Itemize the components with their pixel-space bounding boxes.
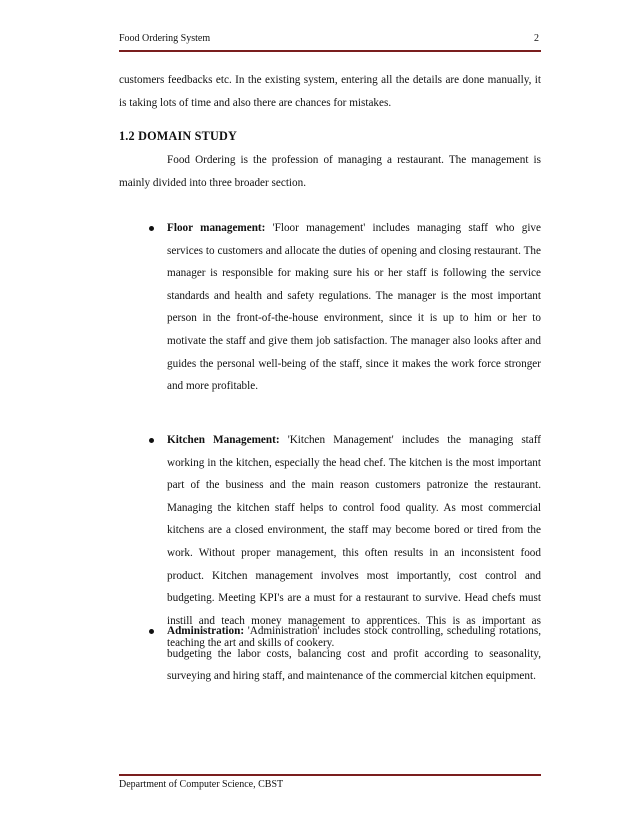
header-title: Food Ordering System	[119, 33, 211, 44]
bullet-item-administration	[167, 620, 541, 688]
section-intro-paragraph: Food Ordering is the profession of managing a restaurant. The management is mainly divided into three broader section.	[119, 154, 541, 189]
bullet-term: Administration:	[167, 625, 245, 637]
bullet-item-floor-management	[167, 217, 541, 398]
page-footer: Department of Computer Science, CBST	[119, 779, 284, 790]
page-number: 2	[534, 33, 539, 44]
intro-paragraph: customers feedbacks etc. In the existing system, entering all the details are done manually, it is taking lots of time and also there are chances for mistakes.	[119, 74, 541, 109]
page-header	[119, 33, 539, 44]
bullet-term: Floor management:	[167, 222, 266, 234]
bullet-dot-icon	[149, 629, 154, 634]
header-rule	[119, 50, 541, 52]
bullet-text: 'Administration' includes stock controlling, scheduling rotations, budgeting the labor costs, balancing cost and profit according to seasonality, surveying and hiring staff, and maintenance of the commercial kitchen equipment.	[167, 625, 541, 683]
footer-rule	[119, 774, 541, 776]
bullet-text: 'Kitchen Management' includes the managing staff working in the kitchen, especially the head chef. The kitchen is the most important part of the business and the main reason customers patronize the restaurant. Managing the kitchen staff helps to control food quality. As most commercial kitchens are a closed environment, the staff may become bored or tired from the work. Without proper management, this often results in an inconsistent food product. Kitchen management involves most importantly, cost control and budgeting. Meeting KPI's are a must for a restaurant to survive. Head chefs must instill and teach money management to apprentices. This is as important as teaching the art and skills of cookery.	[167, 434, 541, 650]
bullet-term: Kitchen Management:	[167, 434, 280, 446]
bullet-dot-icon	[149, 226, 154, 231]
bullet-dot-icon	[149, 438, 154, 443]
section-heading: 1.2 DOMAIN STUDY	[119, 129, 237, 143]
bullet-text: 'Floor management' includes managing staff who give services to customers and allocate the duties of opening and closing restaurant. The manager is responsible for making sure his or her staff is following the service standards and health and safety regulations. The manager is the most important person in the front-of-the-house environment, since it is up to him or her to motivate the staff and give them job satisfaction. The manager also looks after and guides the personal well-being of the staff, since it makes the work force stronger and more profitable.	[167, 222, 541, 393]
